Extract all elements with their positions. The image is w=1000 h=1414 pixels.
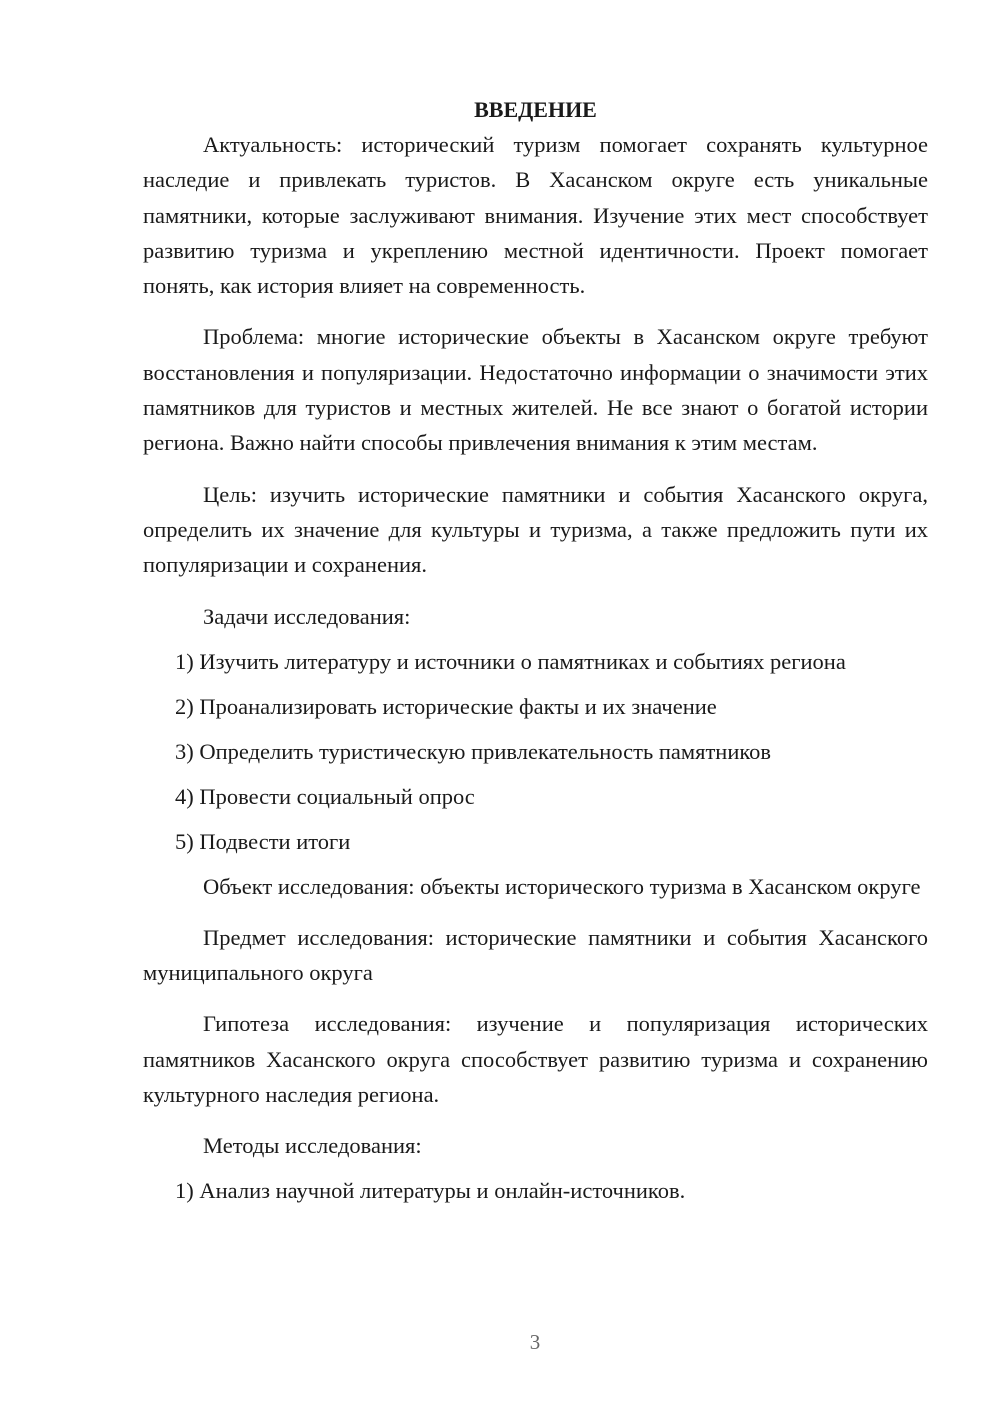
tasks-heading: Задачи исследования: bbox=[203, 603, 411, 629]
subject-paragraph: Предмет исследования: исторические памятники и события Хасанского муниципального округа bbox=[143, 924, 928, 986]
list-item: 4) Провести социальный опрос bbox=[175, 783, 475, 809]
object-paragraph: Объект исследования: объекты исторического туризма в Хасанском округе bbox=[203, 873, 921, 899]
list-item: 5) Подвести итоги bbox=[175, 828, 351, 854]
methods-list bbox=[143, 1173, 928, 1208]
list-item: 1) Изучить литературу и источники о памятниках и событиях региона bbox=[175, 648, 846, 674]
document-page bbox=[143, 92, 928, 1218]
list-item: 1) Анализ научной литературы и онлайн-источников. bbox=[175, 1178, 686, 1204]
hypothesis-paragraph: Гипотеза исследования: изучение и популяризация исторических памятников Хасанского округа способствует развитию туризма и сохранению культурного наследия региона. bbox=[143, 1011, 928, 1108]
list-item: 2) Проанализировать исторические факты и их значение bbox=[175, 693, 717, 719]
methods-heading: Методы исследования: bbox=[203, 1133, 422, 1159]
page-number: 3 bbox=[529, 1330, 541, 1354]
tasks-list bbox=[143, 644, 928, 859]
goal-paragraph: Цель: изучить исторические памятники и события Хасанского округа, определить их значение для культуры и туризма, а также предложить пути их популяризации и сохранения. bbox=[143, 481, 928, 578]
list-item: 3) Определить туристическую привлекательность памятников bbox=[175, 738, 772, 764]
document-title: ВВЕДЕНИЕ bbox=[474, 97, 597, 122]
relevance-paragraph: Актуальность: исторический туризм помогает сохранять культурное наследие и привлекать туристов. В Хасанском округе есть уникальные памятники, которые заслуживают внимания. Изучение этих мест способствует развитию туризма и укреплению местной идентичности. Проект помогает понять, как история влияет на современность. bbox=[143, 132, 928, 299]
problem-paragraph: Проблема: многие исторические объекты в Хасанском округе требуют восстановления и популяризации. Недостаточно информации о значимости этих памятников для туристов и местных жителей. Не все знают о богатой истории региона. Важно найти способы привлечения внимания к этим местам. bbox=[143, 324, 928, 456]
